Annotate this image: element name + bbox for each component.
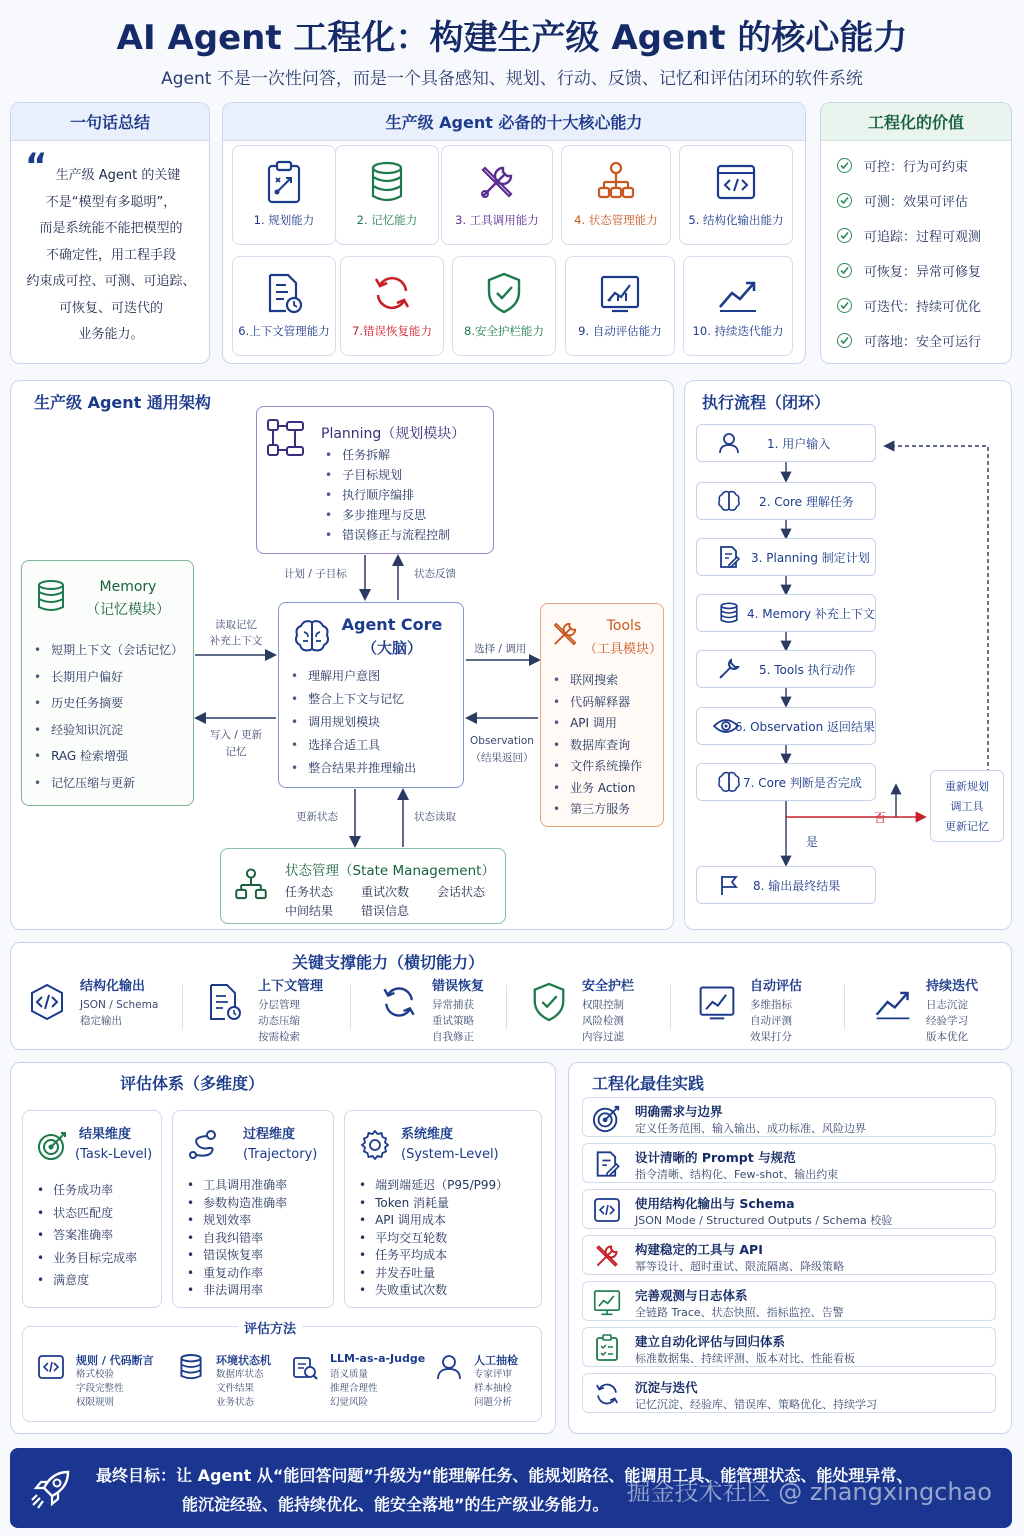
support-desc-line: 多维指标 [750, 999, 792, 1011]
flow-step [696, 866, 876, 904]
eval-item: • 平均交互轮数 [359, 1230, 508, 1248]
support-heading: 关键支撑能力（横切能力） [292, 953, 485, 972]
method-title: LLM-as-a-Judge [330, 1352, 426, 1365]
practice-title: 完善观测与日志体系 [635, 1288, 748, 1303]
flow-step-label: 8. 输出最终结果 [753, 878, 841, 893]
eval-item: • 失败重试次数 [359, 1282, 508, 1300]
method-title: 规则 / 代码断言 [76, 1354, 154, 1367]
methods-heading: 评估方法 [238, 1318, 302, 1337]
value-text: 可测：效果可评估 [864, 194, 969, 210]
support-desc [926, 997, 968, 1045]
eval-column [22, 1110, 162, 1308]
practice-title: 设计清晰的 Prompt 与规范 [635, 1150, 796, 1165]
flow-step [696, 482, 876, 520]
summary-line: 可恢复、可迭代的 [58, 300, 163, 316]
watermark: 掘金技术社区 @ zhangxingchao [626, 1478, 992, 1506]
memory-title: Memory [99, 579, 157, 595]
core-subtitle: （大脑） [361, 639, 422, 657]
arrow-label: Observation [470, 735, 534, 747]
tools-item: • API 调用 [553, 713, 642, 735]
support-title: 上下文管理 [258, 979, 324, 994]
tools-module [540, 603, 664, 827]
planning-item: • 子目标规划 [325, 465, 450, 485]
support-title: 自动评估 [750, 979, 803, 994]
code-brackets-icon [24, 979, 70, 1025]
arrow-label: 更新状态 [296, 811, 338, 823]
method-desc-line: 问题分析 [474, 1397, 513, 1408]
target-icon [35, 1127, 71, 1163]
support-title: 持续迭代 [926, 979, 979, 994]
support-desc-line: 权限控制 [582, 999, 624, 1011]
method-desc-line: 数据库状态 [216, 1369, 264, 1380]
memory-item: • 经验知识沉淀 [34, 717, 183, 744]
eval-subtitle: (Task-Level) [75, 1147, 153, 1162]
core-item: • 理解用户意图 [291, 665, 416, 688]
practice-desc: 指令清晰、结构化、Few-shot、输出约束 [635, 1168, 839, 1181]
support-desc-line: 自动评测 [750, 1015, 792, 1027]
wrench-icon [709, 657, 749, 681]
code-brackets-icon [591, 1194, 623, 1226]
arrow-label: 补充上下文 [209, 635, 263, 647]
value-text: 可追踪：过程可观测 [864, 229, 982, 245]
rocket-icon [28, 1466, 74, 1512]
arrow-label: 读取记忆 [215, 619, 257, 631]
replan-box [930, 770, 1004, 842]
support-desc [432, 997, 474, 1045]
judge-icon [290, 1352, 320, 1382]
eval-item: • 工具调用准确率 [187, 1177, 287, 1195]
check-circle-icon [837, 158, 852, 173]
tools-subtitle: （工具模块） [583, 642, 662, 657]
trend-up-icon [870, 979, 916, 1025]
core-item: • 整合结果并推理输出 [291, 757, 416, 780]
summary-heading: 一句话总结 [11, 103, 209, 141]
capability-label: 9. 自动评估能力 [578, 324, 662, 338]
refresh-icon [376, 979, 422, 1025]
flow-step-label: 5. Tools 执行动作 [759, 662, 856, 677]
eval-column [344, 1110, 542, 1308]
method-title: 环境状态机 [216, 1354, 271, 1367]
practice-item [582, 1235, 996, 1275]
document-icon [202, 979, 248, 1025]
planning-title: Planning（规划模块） [321, 426, 466, 442]
memory-item: • 记忆压缩与更新 [34, 770, 183, 797]
eval-item: • 规划效率 [187, 1212, 287, 1230]
eval-item: • 重复动作率 [187, 1265, 287, 1283]
support-desc-line: JSON / Schema [80, 999, 159, 1011]
capability-label: 6.上下文管理能力 [238, 324, 330, 338]
practice-desc: 定义任务范围、输入输出、成功标准、风险边界 [635, 1122, 866, 1135]
eval-item: • 并发吞吐量 [359, 1265, 508, 1283]
architecture-heading: 生产级 Agent 通用架构 [34, 393, 211, 412]
code-brackets-icon [36, 1352, 66, 1382]
capability-label: 7.错误恢复能力 [352, 324, 432, 338]
database-icon [176, 1352, 206, 1382]
tools-item: • 代码解释器 [553, 692, 642, 714]
support-desc-line: 按需检索 [258, 1031, 300, 1043]
value-text: 可落地：安全可运行 [864, 334, 982, 350]
value-item [837, 295, 981, 315]
trend-up-icon [684, 271, 792, 315]
core-item: • 整合上下文与记忆 [291, 688, 416, 711]
support-desc-line: 分层管理 [258, 999, 300, 1011]
page-subtitle: Agent 不是一次性问答，而是一个具备感知、规划、行动、反馈、记忆和评估闭环的软件系统 [161, 69, 863, 89]
code-window-icon [680, 160, 792, 204]
capability-label: 10. 持续迭代能力 [692, 324, 784, 338]
value-item [837, 225, 981, 245]
memory-item: • 历史任务摘要 [34, 690, 183, 717]
method-desc-line: 文件结果 [216, 1383, 255, 1394]
quote-icon: “ [25, 146, 48, 186]
capability-label: 1. 规划能力 [253, 213, 315, 227]
replan-line: 调工具 [950, 800, 984, 813]
summary-line: 不是“模型有多聪明”， [45, 194, 177, 210]
flow-step [696, 707, 876, 745]
support-desc-line: 风险检测 [582, 1015, 624, 1027]
best-practices-heading: 工程化最佳实践 [592, 1074, 705, 1093]
tools-item: • 业务 Action [553, 778, 642, 800]
summary-line: 业务能力。 [78, 327, 144, 342]
value-item [837, 155, 968, 175]
eval-title-text: 过程维度 [243, 1127, 296, 1142]
eval-title-text: 结果维度 [79, 1127, 132, 1142]
method-desc-line: 样本抽检 [474, 1383, 513, 1394]
state-item: 任务状态 [285, 885, 334, 899]
practice-desc: 幂等设计、超时重试、限流隔离、降级策略 [635, 1260, 844, 1273]
flow-step-label: 7. Core 判断是否完成 [743, 775, 862, 790]
state-item: 重试次数 [361, 885, 410, 899]
tools-title: Tools [606, 618, 642, 634]
eval-item: • 非法调用率 [187, 1282, 287, 1300]
database-icon [709, 602, 749, 624]
planning-item: • 多步推理与反思 [325, 505, 450, 525]
support-desc-line: 自我修正 [432, 1031, 474, 1043]
eval-item: • 错误恢复率 [187, 1247, 287, 1265]
memory-subtitle: （记忆模块） [86, 602, 170, 618]
eval-item: • 任务成功率 [37, 1179, 137, 1202]
check-circle-icon [837, 193, 852, 208]
support-title: 结构化输出 [80, 979, 146, 994]
divider [182, 985, 183, 1029]
support-desc [750, 997, 792, 1045]
practice-title: 明确需求与边界 [635, 1104, 723, 1119]
flow-step [696, 763, 876, 801]
practice-item [582, 1373, 996, 1413]
support-desc-line: 内容过滤 [582, 1031, 624, 1043]
flow-step-label: 1. 用户输入 [767, 436, 831, 451]
database-icon [36, 579, 66, 613]
tools-icon [591, 1240, 623, 1272]
eval-item: • 自我纠错率 [187, 1230, 287, 1248]
method-title: 人工抽检 [474, 1354, 518, 1367]
eval-item: • 业务目标完成率 [37, 1247, 137, 1270]
agent-core-module [278, 602, 464, 788]
gear-icon [357, 1127, 393, 1163]
support-desc [258, 997, 300, 1045]
capability-label: 4. 状态管理能力 [574, 213, 658, 227]
method-desc [330, 1368, 378, 1410]
core-item: • 选择合适工具 [291, 734, 416, 757]
arrow-label: 记忆 [225, 746, 247, 758]
replan-line: 重新规划 [945, 780, 989, 793]
planning-item: • 任务拆解 [325, 445, 450, 465]
memory-module [21, 560, 194, 806]
practice-desc: 全链路 Trace、状态快照、指标监控、告警 [635, 1306, 844, 1319]
capability-label: 8.安全护栏能力 [464, 324, 544, 338]
flow-step [696, 594, 876, 632]
state-title: 状态管理（State Management） [285, 863, 495, 879]
flow-step-label: 2. Core 理解任务 [759, 494, 854, 509]
check-circle-icon [837, 228, 852, 243]
tools-item: • 第三方服务 [553, 799, 642, 821]
flow-heading: 执行流程（闭环） [702, 393, 831, 412]
monitor-chart-icon [591, 1286, 623, 1318]
support-title: 安全护栏 [582, 979, 635, 994]
chart-board-icon [694, 979, 740, 1025]
memory-item: • RAG 检索增强 [34, 743, 183, 770]
support-title: 错误恢复 [432, 979, 485, 994]
capability-label: 5. 结构化输出能力 [688, 213, 784, 227]
value-text: 可控：行为可约束 [864, 159, 969, 175]
replan-line: 更新记忆 [945, 820, 989, 833]
value-item [837, 330, 981, 350]
memory-item: • 短期上下文（会话记忆） [34, 637, 183, 664]
summary-line: 而是系统能不能把模型的 [39, 221, 183, 236]
support-desc-line: 日志沉淀 [926, 999, 968, 1011]
method-desc-line: 幻觉风险 [330, 1397, 369, 1408]
arrow-label: 计划 / 子目标 [284, 568, 347, 580]
core-title: Agent Core [341, 615, 443, 634]
page-title: AI Agent 工程化：构建生产级 Agent 的核心能力 [116, 18, 908, 58]
value-item [837, 190, 968, 210]
practice-title: 建立自动化评估与回归体系 [635, 1334, 786, 1349]
check-circle-icon [837, 298, 852, 313]
arrow-label: 状态读取 [414, 811, 456, 823]
practice-item [582, 1097, 996, 1137]
footer-line-2: 能沉淀经验、能持续优化、能安全落地”的生产级业务能力。 [182, 1495, 609, 1514]
state-item: 错误信息 [361, 904, 410, 918]
method-desc [474, 1368, 512, 1410]
method-desc-line: 业务状态 [216, 1397, 255, 1408]
arrow-label: 状态反馈 [414, 568, 456, 580]
person-icon [434, 1352, 464, 1382]
practice-title: 使用结构化输出与 Schema [635, 1196, 795, 1211]
eval-item: • 满意度 [37, 1269, 137, 1292]
path-icon [185, 1127, 221, 1163]
refresh-icon [591, 1378, 623, 1410]
divider [844, 985, 845, 1029]
brain-icon [293, 617, 331, 655]
flow-no-label: 否 [874, 811, 887, 825]
support-desc-line: 动态压缩 [258, 1015, 300, 1027]
support-panel [10, 942, 1012, 1050]
capability-label: 3. 工具调用能力 [455, 213, 539, 227]
method-desc-line: 专家评审 [474, 1369, 513, 1380]
capability-label: 2. 记忆能力 [356, 213, 418, 227]
summary-line: 不确定性，用工程手段 [45, 247, 176, 263]
practice-item [582, 1189, 996, 1229]
check-circle-icon [837, 263, 852, 278]
eval-subtitle: (System-Level) [401, 1147, 499, 1162]
eval-item: • API 调用成本 [359, 1212, 508, 1230]
target-icon [591, 1102, 623, 1134]
summary-line: 生产级 Agent 的关键 [55, 168, 181, 183]
eval-title [401, 1125, 499, 1165]
tools-icon [549, 618, 581, 650]
flow-step-label: 4. Memory 补充上下文 [747, 606, 875, 621]
arrow-label: 选择 / 调用 [474, 643, 527, 655]
value-text: 可迭代：持续可优化 [864, 299, 982, 315]
capabilities-heading: 生产级 Agent 必备的十大核心能力 [223, 103, 805, 141]
method-desc [76, 1368, 124, 1410]
method-desc [216, 1368, 264, 1410]
user-icon [709, 432, 749, 454]
edit-doc-icon [591, 1148, 623, 1180]
eval-item: • Token 消耗量 [359, 1195, 508, 1213]
core-item: • 调用规划模块 [291, 711, 416, 734]
practice-item [582, 1143, 996, 1183]
capability-card [683, 256, 793, 356]
divider [670, 985, 671, 1029]
evaluation-heading: 评估体系（多维度） [120, 1074, 265, 1093]
memory-item: • 长期用户偏好 [34, 664, 183, 691]
footer-line-1: 最终目标：让 Agent 从“能回答问题”升级为“能理解任务、能规划路径、能调用工具、能管理状态、能处理异常、 [96, 1466, 913, 1485]
method-desc-line: 推理合理性 [330, 1383, 378, 1394]
brain-icon [709, 489, 749, 513]
arrow-label: 写入 / 更新 [209, 729, 263, 741]
support-desc [582, 997, 624, 1045]
eval-title [243, 1125, 317, 1165]
state-tree-icon [233, 867, 269, 903]
practice-title: 构建稳定的工具与 API [635, 1242, 763, 1257]
shield-check-icon [526, 979, 572, 1025]
method-desc-line: 格式校验 [76, 1369, 115, 1380]
summary-line: 约束成可控、可测、可追踪、 [26, 274, 196, 289]
flow-yes-label: 是 [806, 835, 819, 849]
flag-icon [709, 874, 749, 896]
eval-subtitle: (Trajectory) [243, 1147, 318, 1162]
method-desc-line: 语义质量 [330, 1369, 369, 1380]
method-desc-line: 字段完整性 [76, 1383, 124, 1394]
planning-item: • 执行顺序编排 [325, 485, 450, 505]
practice-item [582, 1281, 996, 1321]
arrow-label: （结果返回） [470, 752, 534, 764]
support-desc-line: 版本优化 [926, 1031, 968, 1043]
support-desc-line: 经验学习 [926, 1015, 968, 1027]
eval-column [172, 1110, 334, 1308]
eval-item: • 任务平均成本 [359, 1247, 508, 1265]
checklist-icon [591, 1332, 623, 1364]
support-desc-line: 稳定输出 [80, 1015, 122, 1027]
support-desc [80, 997, 158, 1029]
state-item: 会话状态 [437, 885, 486, 899]
flow-step [696, 424, 876, 462]
flow-step-label: 3. Planning 制定计划 [751, 550, 870, 565]
footer-banner [10, 1448, 1012, 1528]
value-item [837, 260, 981, 280]
values-heading: 工程化的价值 [821, 103, 1011, 141]
practice-title: 沉淀与迭代 [635, 1380, 698, 1395]
capability-card [679, 145, 793, 245]
divider [350, 985, 351, 1029]
eval-item: • 答案准确率 [37, 1224, 137, 1247]
eval-item: • 端到端延迟（P95/P99） [359, 1177, 508, 1195]
practice-desc: 记忆沉淀、经验库、错误库、策略优化、持续学习 [635, 1398, 877, 1411]
check-circle-icon [837, 333, 852, 348]
eval-item: • 参数构造准确率 [187, 1195, 287, 1213]
method-desc-line: 权限规则 [76, 1397, 115, 1408]
eval-item: • 状态匹配度 [37, 1202, 137, 1225]
flow-step [696, 538, 876, 576]
support-desc-line: 异常捕获 [432, 999, 474, 1011]
value-text: 可恢复：异常可修复 [864, 264, 982, 280]
state-item: 中间结果 [285, 904, 334, 918]
eval-title [75, 1125, 153, 1165]
planning-module [256, 406, 494, 554]
flowchart-icon [265, 417, 307, 459]
state-module [220, 848, 506, 924]
support-desc-line: 重试策略 [432, 1015, 474, 1027]
edit-doc-icon [709, 545, 749, 569]
eval-title-text: 系统维度 [401, 1127, 454, 1142]
practice-item [582, 1327, 996, 1367]
tools-item: • 文件系统操作 [553, 756, 642, 778]
tools-item: • 数据库查询 [553, 735, 642, 757]
values-panel [820, 102, 1012, 364]
flow-step [696, 650, 876, 688]
tools-item: • 联网搜索 [553, 670, 642, 692]
support-desc-line: 效果打分 [750, 1031, 792, 1043]
divider [506, 985, 507, 1029]
planning-item: • 错误修正与流程控制 [325, 525, 450, 545]
practice-desc: JSON Mode / Structured Outputs / Schema 校验 [635, 1214, 893, 1227]
practice-desc: 标准数据集、持续评测、版本对比、性能看板 [635, 1352, 855, 1365]
flow-step-label: 6. Observation 返回结果 [734, 719, 875, 734]
